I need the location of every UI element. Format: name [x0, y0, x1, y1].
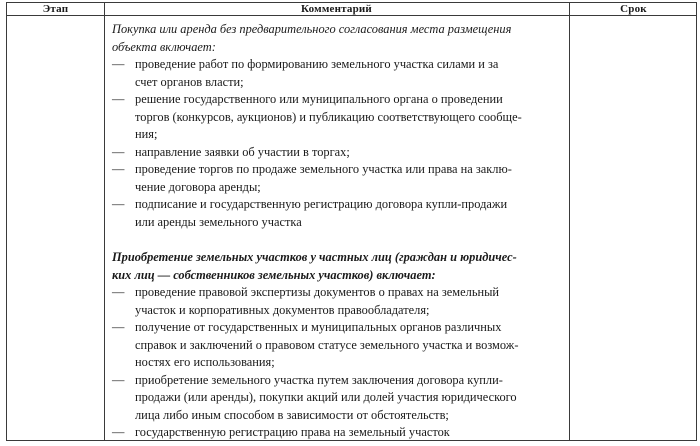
table-cell-etap [7, 15, 104, 440]
lead-line: Покупка или аренда без предварительного согласования места размещения [112, 22, 512, 36]
list-item-line: приобретение земельного участка путем заключения договора купли- [135, 372, 503, 387]
list-item [108, 372, 565, 425]
list-item [108, 91, 565, 144]
table-cell-srok [569, 15, 698, 440]
list-item-line: торгов (конкурсов, аукционов) и публикацию соответствующего сообще- [135, 109, 522, 124]
list-item-text [135, 56, 565, 91]
section-lead-in-1 [108, 21, 565, 56]
list-item-text [135, 91, 565, 144]
em-dash-bullet-icon: — [112, 92, 125, 106]
section-lead-in-2 [108, 249, 565, 284]
list-item-line: государственную регистрацию права на земельный участок [135, 425, 450, 439]
list-item-line: ния; [135, 127, 158, 141]
list-item-text [135, 319, 565, 372]
table-cell-kommentariy [104, 15, 569, 440]
em-dash-bullet-icon: — [112, 372, 125, 387]
list-item-text [135, 144, 565, 162]
list-item [108, 144, 565, 162]
list-item [108, 161, 565, 196]
em-dash-bullet-icon: — [112, 57, 125, 71]
lead-line: объекта включает: [112, 39, 216, 54]
list-item [108, 319, 565, 372]
section-spacer [108, 231, 565, 249]
table-header-kommentariy: Комментарий [301, 3, 372, 15]
list-item-line: проведение правовой экспертизы документов о правах на земельный [135, 285, 500, 299]
list-item-line: чение договора аренды; [135, 179, 261, 194]
list-item-text [135, 161, 565, 196]
list-item-line: получение от государственных и муниципальных органов различных [135, 320, 502, 334]
list-item [108, 284, 565, 319]
em-dash-bullet-icon: — [112, 285, 125, 299]
list-item-line: направление заявки об участии в торгах; [135, 144, 350, 159]
list-item-line: проведение торгов по продаже земельного участка или права на заклю- [135, 162, 512, 176]
list-item-line: продажи (или аренды), покупки акций или долей участия юридического [135, 390, 517, 404]
table-header-srok: Срок [620, 3, 647, 15]
list-item [108, 196, 565, 231]
list-item-text [135, 372, 565, 425]
em-dash-bullet-icon: — [112, 425, 125, 439]
data-table [6, 2, 697, 441]
list-item-line: счет органов власти; [135, 74, 244, 89]
list-item-line: лица либо иным способом в зависимости от обстоятельств; [135, 407, 449, 422]
list-item-line: решение государственного или муниципального органа о проведении [135, 92, 503, 106]
lead-line: ких лиц — собственников земельных участков) включает: [112, 267, 436, 282]
list-item [108, 424, 565, 442]
em-dash-bullet-icon: — [112, 197, 125, 211]
list-item-line: подписание и государственную регистрацию договора купли-продажи [135, 197, 508, 211]
em-dash-bullet-icon: — [112, 144, 125, 159]
list-item [108, 56, 565, 91]
em-dash-bullet-icon: — [112, 162, 125, 176]
list-item-text [135, 424, 565, 442]
table-header-etap: Этап [42, 3, 69, 15]
lead-line: Приобретение земельных участков у частных лиц (граждан и юридичес- [112, 250, 517, 264]
list-item-line: участок и корпоративных документов правообладателя; [135, 302, 430, 317]
list-item-line: или аренды земельного участка [135, 214, 302, 229]
list-item-line: ностях его использования; [135, 355, 275, 369]
list-item-line: проведение работ по формированию земельного участка силами и за [135, 57, 499, 71]
em-dash-bullet-icon: — [112, 320, 125, 334]
list-item-line: справок и заключений о правовом статусе земельного участка и возмож- [135, 337, 519, 352]
list-item-text [135, 196, 565, 231]
list-item-text [135, 284, 565, 319]
